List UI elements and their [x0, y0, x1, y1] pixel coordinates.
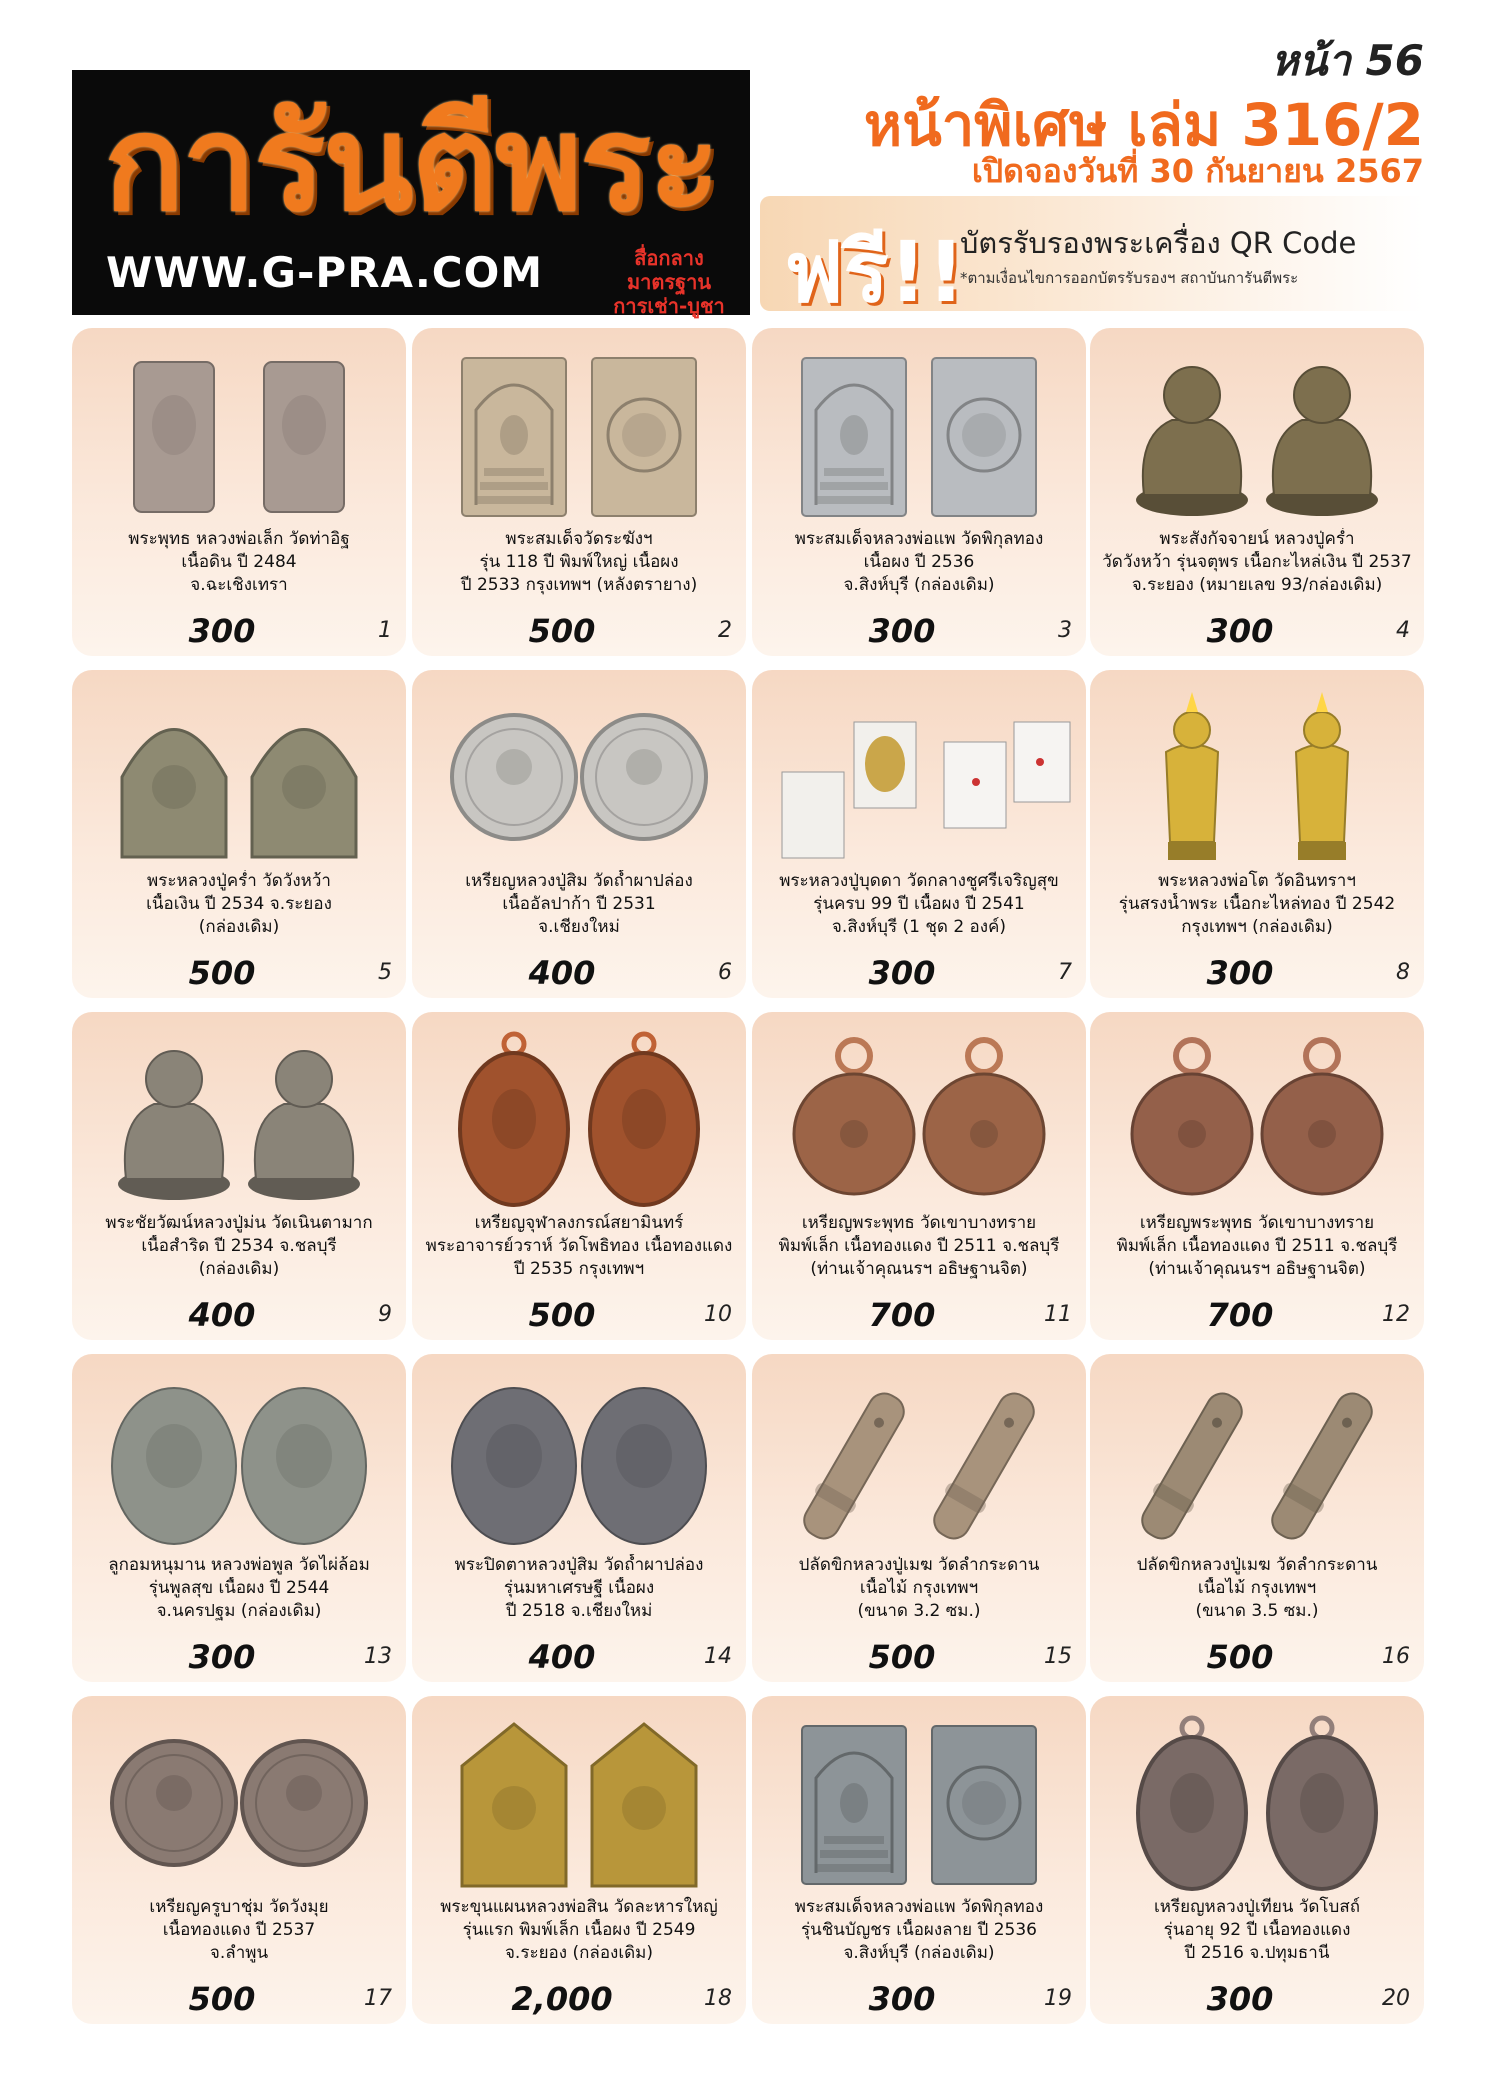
item-number: 2 [718, 618, 732, 643]
item-number: 5 [378, 960, 392, 985]
caption-line-1: เหรียญพระพุทธ วัดเขาบางทราย [801, 1213, 1037, 1233]
amulet-caption [760, 1554, 1078, 1623]
caption-line-1: เหรียญจุฬาลงกรณ์สยามินทร์ [474, 1213, 684, 1233]
caption-line-3: จ.สิงห์บุรี (กล่องเดิม) [843, 575, 995, 595]
caption-line-3: (ขนาด 3.5 ซม.) [1195, 1601, 1319, 1621]
caption-line-2: รุ่น 118 ปี พิมพ์ใหญ่ เนื้อผง [479, 552, 679, 572]
amulet-image [424, 682, 734, 872]
item-number: 14 [704, 1644, 732, 1669]
price: 300 [868, 1980, 936, 2018]
amulet-image [424, 1024, 734, 1214]
caption-line-2: เนื้ออัลปาก้า ปี 2531 [502, 894, 656, 914]
amulet-image [1102, 682, 1412, 872]
page-number: หน้า 56 [1270, 36, 1424, 85]
amulet-caption [420, 1212, 738, 1281]
amulet-photo [764, 1366, 1074, 1556]
amulet-grid [72, 328, 1424, 2048]
caption-line-3: (ขนาด 3.2 ซม.) [857, 1601, 981, 1621]
amulet-card[interactable] [1090, 1354, 1424, 1682]
price: 400 [528, 1638, 596, 1676]
item-number: 17 [364, 1986, 392, 2011]
amulet-card[interactable] [752, 1354, 1086, 1682]
amulet-card[interactable] [72, 1354, 406, 1682]
amulet-card[interactable] [752, 1696, 1086, 2024]
caption-line-3: จ.นครปฐม (กล่องเดิม) [156, 1601, 322, 1621]
logo-tagline [594, 246, 744, 318]
price: 500 [528, 1296, 596, 1334]
caption-line-1: พระหลวงปู่บุดดา วัดกลางชูศรีเจริญสุข [779, 871, 1059, 891]
amulet-card[interactable] [412, 1012, 746, 1340]
caption-line-1: พระชัยวัฒน์หลวงปู่ม่น วัดเนินตามาก [105, 1213, 373, 1233]
caption-line-3: จ.สิงห์บุรี (1 ชุด 2 องค์) [831, 917, 1007, 937]
amulet-card[interactable] [752, 328, 1086, 656]
amulet-image [1102, 340, 1412, 530]
caption-line-2: รุ่นอายุ 92 ปี เนื้อทองแดง [1163, 1920, 1351, 1940]
amulet-caption [760, 528, 1078, 597]
caption-line-3: จ.สิงห์บุรี (กล่องเดิม) [843, 1943, 995, 1963]
amulet-photo [764, 340, 1074, 530]
amulet-photo [84, 1708, 394, 1898]
amulet-image [764, 1708, 1074, 1898]
issue-title: หน้าพิเศษ เล่ม 316/2 [863, 91, 1424, 159]
price: 500 [528, 612, 596, 650]
amulet-photo [1102, 1708, 1412, 1898]
item-number: 12 [1382, 1302, 1410, 1327]
caption-line-1: พระสมเด็จหลวงพ่อแพ วัดพิกุลทอง [794, 1897, 1044, 1917]
logo-title: การันตีพระ [104, 87, 718, 241]
amulet-image [84, 1024, 394, 1214]
caption-line-3: กรุงเทพฯ (กล่องเดิม) [1181, 917, 1333, 937]
amulet-photo [84, 682, 394, 872]
price: 500 [1206, 1638, 1274, 1676]
caption-line-3: จ.ระยอง (หมายเลข 93/กล่องเดิม) [1131, 575, 1383, 595]
amulet-caption [420, 1896, 738, 1965]
amulet-card[interactable] [752, 670, 1086, 998]
amulet-image [84, 682, 394, 872]
logo-tagline-line2: การเช่า-บูชา [613, 294, 725, 318]
amulet-image [764, 1366, 1074, 1556]
amulet-photo [84, 340, 394, 530]
amulet-photo [84, 1024, 394, 1214]
item-number: 7 [1058, 960, 1072, 985]
amulet-card[interactable] [72, 328, 406, 656]
caption-line-1: พระพุทธ หลวงพ่อเล็ก วัดท่าอิฐ [128, 529, 350, 549]
open-date: เปิดจองวันที่ 30 กันยายน 2567 [971, 152, 1424, 190]
amulet-photo [764, 1024, 1074, 1214]
caption-line-2: เนื้อสำริด ปี 2534 จ.ชลบุรี [141, 1236, 337, 1256]
logo-tagline-line1: สื่อกลาง มาตรฐาน [626, 246, 712, 294]
amulet-photo [764, 1708, 1074, 1898]
price: 400 [188, 1296, 256, 1334]
caption-line-1: พระขุนแผนหลวงพ่อสิน วัดละหารใหญ่ [440, 1897, 718, 1917]
item-number: 9 [378, 1302, 392, 1327]
price: 500 [188, 954, 256, 992]
item-number: 11 [1044, 1302, 1072, 1327]
amulet-caption [80, 528, 398, 597]
price: 300 [1206, 1980, 1274, 2018]
amulet-card[interactable] [1090, 670, 1424, 998]
caption-line-1: พระปิดตาหลวงปู่สิม วัดถ้ำผาปล่อง [454, 1555, 704, 1575]
caption-line-3: จ.ลำพูน [209, 1943, 269, 1963]
item-number: 8 [1396, 960, 1410, 985]
amulet-card[interactable] [412, 1354, 746, 1682]
site-logo[interactable] [72, 70, 750, 318]
item-number: 1 [378, 618, 392, 643]
caption-line-1: พระหลวงพ่อโต วัดอินทราฯ [1158, 871, 1356, 891]
amulet-card[interactable] [72, 1012, 406, 1340]
price: 400 [528, 954, 596, 992]
amulet-photo [1102, 340, 1412, 530]
caption-line-1: พระสมเด็จวัดระฆังฯ [505, 529, 653, 549]
price: 300 [1206, 954, 1274, 992]
item-number: 16 [1382, 1644, 1410, 1669]
amulet-caption [80, 870, 398, 939]
price: 300 [1206, 612, 1274, 650]
item-number: 10 [704, 1302, 732, 1327]
caption-line-1: เหรียญหลวงปู่เทียน วัดโบสถ์ [1153, 1897, 1361, 1917]
amulet-photo [84, 1366, 394, 1556]
caption-line-1: เหรียญพระพุทธ วัดเขาบางทราย [1139, 1213, 1375, 1233]
amulet-caption [760, 1212, 1078, 1281]
item-number: 13 [364, 1644, 392, 1669]
amulet-image [84, 1708, 394, 1898]
amulet-caption [1098, 1896, 1416, 1965]
amulet-image [424, 340, 734, 530]
caption-line-2: พิมพ์เล็ก เนื้อทองแดง ปี 2511 จ.ชลบุรี [1116, 1236, 1398, 1256]
amulet-photo [424, 1366, 734, 1556]
promo-text: บัตรรับรองพระเครื่อง QR Code [960, 226, 1357, 260]
caption-line-2: รุ่นแรก พิมพ์เล็ก เนื้อผง ปี 2549 [462, 1920, 696, 1940]
amulet-image [424, 1708, 734, 1898]
amulet-caption [80, 1554, 398, 1623]
item-number: 6 [718, 960, 732, 985]
caption-line-2: รุ่นชินบัญชร เนื้อผงลาย ปี 2536 [801, 1920, 1037, 1940]
price: 500 [868, 1638, 936, 1676]
caption-line-3: จ.ฉะเชิงเทรา [190, 575, 288, 595]
price: 700 [868, 1296, 936, 1334]
caption-line-2: รุ่นครบ 99 ปี เนื้อผง ปี 2541 [813, 894, 1025, 914]
amulet-image [84, 340, 394, 530]
caption-line-1: ปลัดขิกหลวงปู่เมฆ วัดลำกระดาน [798, 1555, 1040, 1575]
amulet-caption [420, 528, 738, 597]
caption-line-1: ปลัดขิกหลวงปู่เมฆ วัดลำกระดาน [1136, 1555, 1378, 1575]
amulet-image [764, 340, 1074, 530]
amulet-caption [80, 1212, 398, 1281]
caption-line-2: รุ่นมหาเศรษฐี เนื้อผง [503, 1578, 655, 1598]
amulet-photo [1102, 682, 1412, 872]
caption-line-2: เนื้อทองแดง ปี 2537 [162, 1920, 316, 1940]
amulet-card[interactable] [412, 1696, 746, 2024]
caption-line-2: เนื้อไม้ กรุงเทพฯ [1197, 1578, 1317, 1598]
caption-line-3: จ.เชียงใหม่ [538, 917, 620, 937]
caption-line-2: เนื้อไม้ กรุงเทพฯ [859, 1578, 979, 1598]
amulet-photo [424, 1708, 734, 1898]
caption-line-3: ปี 2535 กรุงเทพฯ [513, 1259, 645, 1279]
amulet-card[interactable] [72, 670, 406, 998]
amulet-card[interactable] [752, 1012, 1086, 1340]
caption-line-3: (กล่องเดิม) [198, 917, 280, 937]
amulet-image [84, 1366, 394, 1556]
caption-line-2: วัดวังหว้า รุ่นจตุพร เนื้อกะไหล่เงิน ปี 2537 [1102, 552, 1412, 572]
promo-free-label: ฟรี!! [784, 223, 966, 321]
price: 300 [868, 612, 936, 650]
caption-line-1: พระสมเด็จหลวงพ่อแพ วัดพิกุลทอง [794, 529, 1044, 549]
caption-line-3: (ท่านเจ้าคุณนรฯ อธิษฐานจิต) [1148, 1259, 1366, 1279]
amulet-photo [764, 682, 1074, 872]
promo-note: *ตามเงื่อนไขการออกบัตรรับรองฯ สถาบันการันตีพระ [960, 269, 1299, 287]
amulet-card[interactable] [72, 1696, 406, 2024]
amulet-caption [1098, 870, 1416, 939]
item-number: 15 [1044, 1644, 1072, 1669]
caption-line-1: พระหลวงปู่คร่ำ วัดวังหว้า [147, 871, 331, 891]
amulet-caption [1098, 1554, 1416, 1623]
promo-banner [760, 196, 1424, 321]
amulet-image [764, 1024, 1074, 1214]
amulet-image [1102, 1366, 1412, 1556]
caption-line-2: เนื้อผง ปี 2536 [863, 552, 975, 572]
item-number: 3 [1058, 618, 1072, 643]
amulet-card[interactable] [412, 328, 746, 656]
amulet-image [1102, 1024, 1412, 1214]
amulet-caption [760, 870, 1078, 939]
caption-line-3: (ท่านเจ้าคุณนรฯ อธิษฐานจิต) [810, 1259, 1028, 1279]
caption-line-2: พระอาจารย์วราห์ วัดโพธิทอง เนื้อทองแดง [425, 1236, 733, 1256]
caption-line-3: จ.ระยอง (กล่องเดิม) [504, 1943, 654, 1963]
caption-line-2: เนื้อดิน ปี 2484 [181, 552, 297, 572]
amulet-card[interactable] [1090, 1012, 1424, 1340]
amulet-caption [420, 870, 738, 939]
item-number: 19 [1044, 1986, 1072, 2011]
caption-line-1: ลูกอมหนุมาน หลวงพ่อพูล วัดไผ่ล้อม [108, 1555, 370, 1575]
caption-line-1: เหรียญหลวงปู่สิม วัดถ้ำผาปล่อง [465, 871, 693, 891]
caption-line-1: เหรียญครูบาชุ่ม วัดวังมุย [149, 1897, 329, 1917]
price: 2,000 [511, 1980, 613, 2018]
amulet-image [1102, 1708, 1412, 1898]
amulet-photo [1102, 1366, 1412, 1556]
item-number: 18 [704, 1986, 732, 2011]
caption-line-2: รุ่นพูลสุข เนื้อผง ปี 2544 [148, 1578, 330, 1598]
item-number: 20 [1382, 1986, 1410, 2011]
caption-line-2: เนื้อเงิน ปี 2534 จ.ระยอง [146, 894, 332, 914]
amulet-image [764, 682, 1074, 872]
amulet-card[interactable] [412, 670, 746, 998]
amulet-photo [424, 340, 734, 530]
amulet-photo [1102, 1024, 1412, 1214]
price: 300 [188, 1638, 256, 1676]
amulet-photo [424, 682, 734, 872]
amulet-caption [420, 1554, 738, 1623]
caption-line-1: พระสังกัจจายน์ หลวงปู่คร่ำ [1159, 529, 1355, 549]
amulet-card[interactable] [1090, 1696, 1424, 2024]
price: 300 [868, 954, 936, 992]
amulet-caption [760, 1896, 1078, 1965]
amulet-caption [1098, 528, 1416, 597]
caption-line-3: (กล่องเดิม) [198, 1259, 280, 1279]
caption-line-2: พิมพ์เล็ก เนื้อทองแดง ปี 2511 จ.ชลบุรี [778, 1236, 1060, 1256]
amulet-photo [424, 1024, 734, 1214]
caption-line-2: รุ่นสรงน้ำพระ เนื้อกะไหล่ทอง ปี 2542 [1118, 894, 1396, 914]
amulet-card[interactable] [1090, 328, 1424, 656]
price: 300 [188, 612, 256, 650]
amulet-caption [80, 1896, 398, 1965]
amulet-caption [1098, 1212, 1416, 1281]
caption-line-3: ปี 2516 จ.ปทุมธานี [1184, 1943, 1330, 1963]
amulet-image [424, 1366, 734, 1556]
price: 500 [188, 1980, 256, 2018]
caption-line-3: ปี 2533 กรุงเทพฯ (หลังตรายาง) [460, 575, 698, 595]
caption-line-3: ปี 2518 จ.เชียงใหม่ [505, 1601, 653, 1621]
price: 700 [1206, 1296, 1274, 1334]
logo-url[interactable]: WWW.G-PRA.COM [106, 248, 544, 297]
item-number: 4 [1396, 618, 1410, 643]
